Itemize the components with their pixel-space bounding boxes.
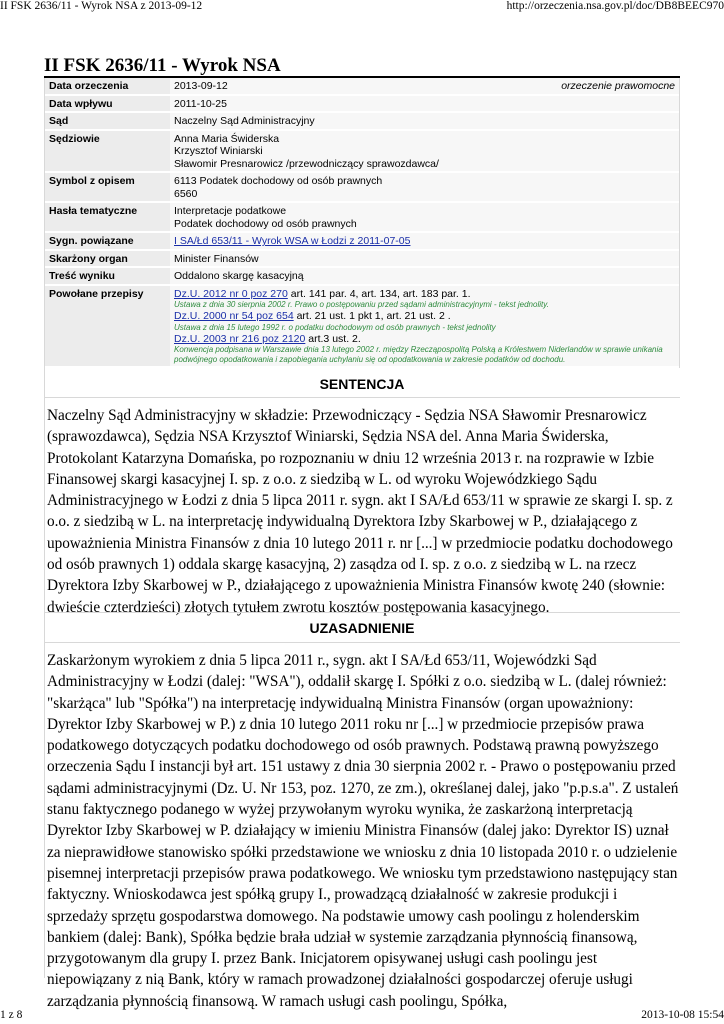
regulation-articles: art. 21 ust. 1 pkt 1, art. 21 ust. 2 . [293,310,451,322]
meta-outcome-value: Oddalono skargę kasacyjną [170,267,679,285]
judge-name: Anna Maria Świderska [174,132,280,145]
meta-row-symbol [45,172,679,202]
symbol-entry: 6113 Podatek dochodowy od osób prawnych [174,175,383,187]
meta-receipt-label: Data wpływu [45,95,170,113]
keyword-entry: Interpretacje podatkowe [174,205,287,217]
meta-row-court [45,112,679,130]
meta-row-judges [45,130,679,173]
print-datetime: 2013-10-08 15:54 [641,1009,724,1021]
uzasadnienie-divider [44,642,680,643]
judge-name: Krzysztof Winiarski [174,145,263,157]
meta-court-value: Naczelny Sąd Administracyjny [170,112,679,130]
meta-row-keywords [45,202,679,232]
meta-date-value: 2013-09-12 [174,80,228,92]
meta-court-label: Sąd [45,112,170,130]
meta-regulations-label: Powołane przepisy [45,285,170,368]
meta-authority-label: Skarżony organ [45,250,170,268]
meta-row-outcome [45,267,679,285]
meta-authority-value: Minister Finansów [170,250,679,268]
content-right-border [679,78,680,368]
sentencja-text: Naczelny Sąd Administracyjny w składzie: Przewodniczący - Sędzia NSA Sławomir Presnarowicz (sprawozdawca), Sędzia NSA Krzysztof Winiarski, Sędzia NSA del. Anna Maria Świderska, Protokolant Katarzyna Domańska, po rozpoznaniu w dniu 12 września 2013 r. na rozprawie w Izbie Finansowej skargi kasacyjnej I. sp. z o.o. z siedzibą w L. od wyroku Wojewódzkiego Sądu Administracyjnego w Łodzi z dnia 5 lipca 2011 r. sygn. akt I SA/Łd 653/11 w sprawie ze skargi I. sp. z o.o. z siedzibą w L. na interpretację indywidualną Dyrektora Izby Skarbowej w P., działającego z upoważnienia Ministra Finansów z dnia 10 lutego 2011 r. nr [...] w przedmiocie podatku dochodowego od osób prawnych 1) oddala skargę kasacyjną, 2) zasądza od I. sp. z o.o. z siedzibą w L. na rzecz Dyrektora Izby Skarbowej w P., działającego z upoważnienia Ministra Finansów kwotę 240 (słownie: dwieście czterdzieści) złotych tytułem zwrotu kosztów postępowania kasacyjnego. [47,407,673,616]
regulation-note: Konwencja podpisana w Warszawie dnia 13 lutego 2002 r. między Rzecząpospolitą Polską a Królestwem Niderlandów w sprawie unikania podwójnego opodatkowania i zapobiegania uchylaniu się od opodatkowania w zakresie podatków od dochodu. [174,345,663,364]
browser-url[interactable]: http://orzeczenia.nsa.gov.pl/doc/DB8BEEC970 [506,0,724,12]
meta-row-regulations [45,285,679,368]
regulation-entry [174,333,675,366]
meta-row-receipt [45,95,679,113]
sentencja-divider [44,397,680,398]
keyword-entry: Podatek dochodowy od osób prawnych [174,217,357,230]
regulation-link[interactable]: Dz.U. 2000 nr 54 poz 654 [174,310,294,322]
final-status-badge: orzeczenie prawomocne [561,80,675,92]
uzasadnienie-heading: UZASADNIENIE [309,620,415,636]
page-counter: 1 z 8 [0,1009,23,1021]
regulation-link[interactable]: Dz.U. 2003 nr 216 poz 2120 [174,332,306,345]
regulation-link[interactable]: Dz.U. 2012 nr 0 poz 270 [174,287,288,300]
symbol-entry: 6560 [174,187,198,200]
judge-name: Sławomir Presnarowicz /przewodniczący sprawozdawca/ [174,157,439,170]
regulation-note: Ustawa z dnia 15 lutego 1992 r. o podatku dochodowym od osób prawnych - tekst jednolity [174,322,496,332]
meta-row-related [45,232,679,250]
related-case-link[interactable]: I SA/Łd 653/11 - Wyrok WSA w Łodzi z 2011-07-05 [174,235,411,247]
meta-symbol-label: Symbol z opisem [45,172,170,202]
document-heading: II FSK 2636/11 - Wyrok NSA [44,55,281,76]
meta-related-label: Sygn. powiązane [45,232,170,250]
regulation-entry [174,288,675,311]
meta-judges-label: Sędziowie [45,130,170,173]
section-divider [44,612,680,613]
meta-keywords-label: Hasła tematyczne [45,202,170,232]
uzasadnienie-text: Zaskarżonym wyrokiem z dnia 5 lipca 2011 r., sygn. akt I SA/Łd 653/11, Wojewódzki Sąd Administracyjny w Łodzi (dalej: "WSA"), oddalił skargę I. Spółki z o.o. siedzibą w L. (dalej również: "skarżąca" lub "Spółka") na interpretację indywidualną Ministra Finansów (organ upoważniony: Dyrektor Izby Skarbowej w P.) z dnia 10 lutego 2011 roku nr [...] w przedmiocie przepisów prawa podatkowego dotyczących podatku dochodowego od osób prawnych. Podstawą prawną powyższego orzeczenia Sądu I instancji był art. 151 ustawy z dnia 30 sierpnia 2002 r. - Prawo o postępowaniu przed sądami administracyjnymi (Dz. U. Nr 153, poz. 1270, ze zm.), określanej dalej, jako "p.p.s.a". Z ustaleń stanu faktycznego podanego w wyżej przywołanym wyroku wynika, że zaskarżoną interpretacją Dyrektor Izby Skarbowej w P. działający w imieniu Ministra Finansów (dalej jako: Dyrektor IS) uznał za nieprawidłowe stanowisko spółki przedstawione we wniosku z dnia 10 listopada 2010 r. o udzielenie pisemnej interpretacji przepisów prawa podatkowego. We wniosku tym przedstawiono następujący stan faktyczny. Wnioskodawca jest spółką grupy I., prowadzącą działalność w zakresie produkcji i sprzedaży sprzętu gospodarstwa domowego. Na podstawie umowy cash poolingu z holenderskim bankiem (dalej: Bank), Spółka będzie brała udział w systemie zarządzania płynnością finansową, przygotowanym dla grupy I. przez Bank. Inicjatorem opisywanej usługi cash poolingu jest niepowiązany z nią Bank, który w ramach prowadzonej działalności gospodarczej oferuje usługi zarządzania płynnością finansową. W ramach usługi cash poolingu, Spółka, [47,652,679,1010]
sentencja-heading: SENTENCJA [319,376,405,392]
meta-row-authority [45,250,679,268]
meta-row-date [45,78,679,95]
meta-date-label: Data orzeczenia [45,78,170,95]
meta-outcome-label: Treść wyniku [45,267,170,285]
meta-receipt-value: 2011-10-25 [170,95,679,113]
metadata-table [45,78,679,368]
regulation-articles: art. 141 par. 4, art. 134, art. 183 par. 1. [287,287,471,300]
browser-page-title: II FSK 2636/11 - Wyrok NSA z 2013-09-12 [0,0,203,12]
regulation-note: Ustawa z dnia 30 sierpnia 2002 r. Prawo o postępowaniu przed sądami administracyjnymi - tekst jednolity. [174,300,549,309]
regulation-articles: art.3 ust. 2. [305,332,361,345]
regulation-entry [174,310,675,333]
